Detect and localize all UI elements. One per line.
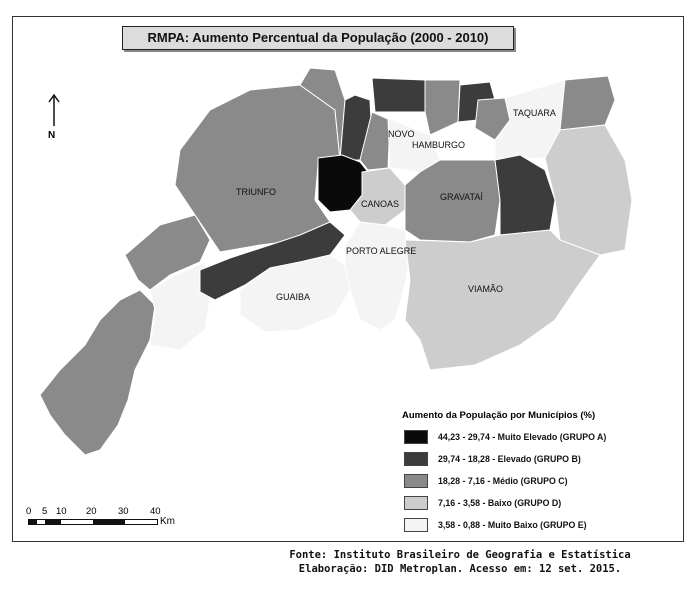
region-top-med1 (425, 80, 460, 135)
legend-label: 7,16 - 3,58 - Baixo (GRUPO D) (438, 498, 562, 508)
north-arrow-icon (44, 92, 64, 128)
label-porto-alegre: PORTO ALEGRE (346, 246, 417, 256)
legend-label: 3,58 - 0,88 - Muito Baixo (GRUPO E) (438, 520, 587, 530)
scale-tick: 10 (56, 506, 67, 517)
label-guaiba: GUAIBA (276, 292, 311, 302)
credit-line: Elaboração: DID Metroplan. Acesso em: 12 set. 2015. (298, 563, 622, 575)
label-canoas: CANOAS (361, 199, 400, 209)
region-east-baixo (545, 125, 632, 255)
legend-title: Aumento da População por Municípios (%) (402, 410, 596, 421)
region-viamao (405, 230, 600, 370)
legend-item (404, 516, 670, 532)
label-triunfo: TRIUNFO (236, 187, 276, 197)
legend-item (404, 450, 670, 466)
label-viamao: VIAMÃO (468, 284, 504, 294)
region-west-strip (40, 290, 155, 455)
scale-tick: 5 (42, 506, 48, 517)
legend-label: 29,74 - 18,28 - Elevado (GRUPO B) (438, 454, 581, 464)
scale-tick: 30 (118, 506, 129, 517)
scale-bar (28, 506, 188, 536)
legend-swatch (404, 518, 428, 532)
region-top-elev1 (372, 78, 425, 112)
scale-bar-graphic (28, 519, 158, 525)
label-gravatai: GRAVATAÍ (440, 192, 483, 202)
legend-swatch (404, 474, 428, 488)
label-hamburgo: HAMBURGO (412, 140, 466, 150)
region-east-elevado (495, 155, 555, 235)
legend (400, 410, 670, 538)
label-novo: NOVO (388, 129, 415, 139)
legend-item (404, 494, 670, 510)
region-east-top (560, 76, 615, 130)
scale-tick: 20 (86, 506, 97, 517)
legend-swatch (404, 452, 428, 466)
north-arrow (44, 92, 64, 152)
legend-item (404, 428, 670, 444)
map-title: RMPA: Aumento Percentual da População (2000 - 2010) (122, 26, 514, 50)
label-taquara: TAQUARA (513, 108, 556, 118)
source-note (270, 548, 650, 576)
legend-item (404, 472, 670, 488)
legend-swatch (404, 430, 428, 444)
scale-tick: 0 (26, 506, 32, 517)
legend-swatch (404, 496, 428, 510)
source-line: Fonte: Instituto Brasileiro de Geografia e Estatística (289, 549, 631, 561)
north-label: N (48, 130, 56, 141)
scale-unit: Km (160, 516, 175, 527)
region-porto-alegre (345, 222, 410, 330)
legend-label: 44,23 - 29,74 - Muito Elevado (GRUPO A) (438, 432, 607, 442)
scale-tick: 40 (150, 506, 161, 517)
legend-label: 18,28 - 7,16 - Médio (GRUPO C) (438, 476, 568, 486)
